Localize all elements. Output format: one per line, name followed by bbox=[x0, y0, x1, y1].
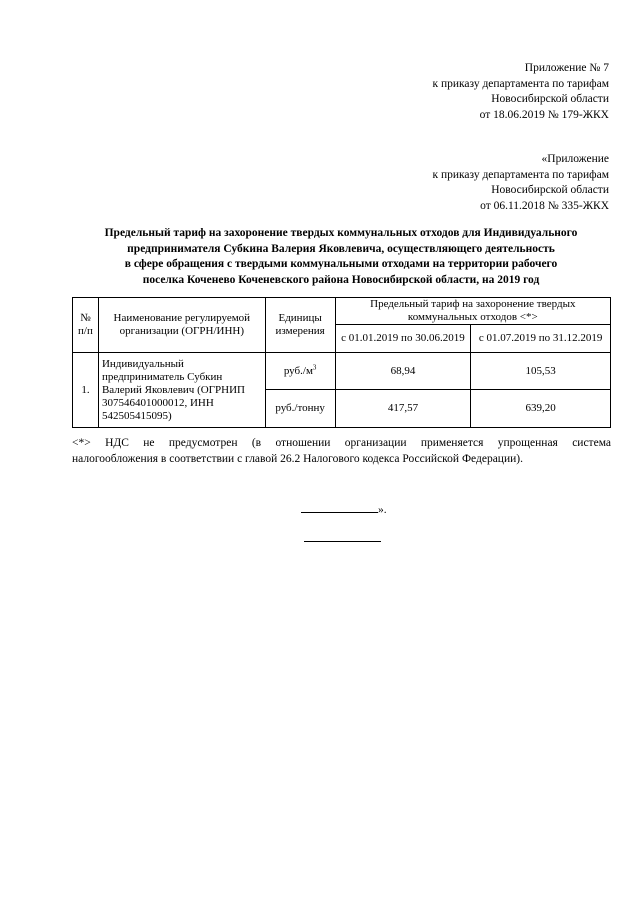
note-line2: налогообложения в соответствии с главой 26.2 Налогового кодекса Российской Федерации). bbox=[72, 452, 523, 465]
row-num: 1. bbox=[73, 353, 99, 428]
appendix-previous-line2: к приказу департамента по тарифам bbox=[432, 168, 609, 181]
document-title bbox=[68, 226, 614, 288]
closing-quote bbox=[301, 500, 387, 518]
appendix-current-block bbox=[432, 61, 609, 123]
header-org: Наименование регулируемой организации (ОГРН/ИНН) bbox=[98, 298, 265, 353]
vat-note bbox=[72, 436, 611, 467]
appendix-previous-line4: от 06.11.2018 № 335-ЖКХ bbox=[480, 199, 609, 212]
title-line3: в сфере обращения с твердыми коммунальными отходами на территории рабочего bbox=[124, 258, 558, 270]
row-val1-p2: 105,53 bbox=[471, 353, 611, 390]
appendix-previous-line3: Новосибирской области bbox=[491, 184, 609, 196]
closing-quote-text: ». bbox=[378, 504, 387, 516]
appendix-current-line3: Новосибирской области bbox=[491, 93, 609, 105]
row-org: Индивидуальный предприниматель Субкин Валерий Яковлевич (ОГРНИП 307546401000012, ИНН 542505415095) bbox=[98, 353, 265, 428]
row-unit1-sup: 3 bbox=[312, 363, 317, 372]
tariff-table bbox=[72, 297, 611, 428]
appendix-current-line4: от 18.06.2019 № 179-ЖКХ bbox=[479, 108, 609, 121]
header-unit: Единицы измерения bbox=[265, 298, 335, 353]
row-val1-p1: 68,94 bbox=[335, 353, 471, 390]
note-line1: <*> НДС не предусмотрен (в отношении организации применяется упрощенная система bbox=[72, 437, 611, 449]
title-line2: предпринимателя Субкина Валерия Яковлевича, осуществляющего деятельность bbox=[127, 242, 555, 255]
header-period1: с 01.01.2019 по 30.06.2019 bbox=[335, 325, 471, 353]
appendix-current-line2: к приказу департамента по тарифам bbox=[432, 77, 609, 90]
appendix-current-line1: Приложение № 7 bbox=[524, 62, 609, 74]
row-unit1-text: руб./м bbox=[283, 364, 313, 377]
table-row bbox=[73, 353, 611, 390]
appendix-previous-block bbox=[432, 152, 609, 214]
header-tariff: Предельный тариф на захоронение твердых коммунальных отходов <*> bbox=[335, 298, 610, 325]
row-val2-p2: 639,20 bbox=[471, 390, 611, 428]
signature-line-2 bbox=[304, 541, 381, 542]
appendix-previous-line1: «Приложение bbox=[541, 153, 609, 165]
row-unit2: руб./тонну bbox=[265, 390, 335, 428]
row-unit1 bbox=[265, 353, 335, 390]
header-num: № п/п bbox=[73, 298, 99, 353]
signature-line-1 bbox=[301, 500, 378, 513]
header-period2: с 01.07.2019 по 31.12.2019 bbox=[471, 325, 611, 353]
title-line1: Предельный тариф на захоронение твердых коммунальных отходов для Индивидуального bbox=[104, 227, 578, 239]
title-line4: поселка Коченево Коченевского района Новосибирской области, на 2019 год bbox=[142, 273, 540, 286]
row-val2-p1: 417,57 bbox=[335, 390, 471, 428]
